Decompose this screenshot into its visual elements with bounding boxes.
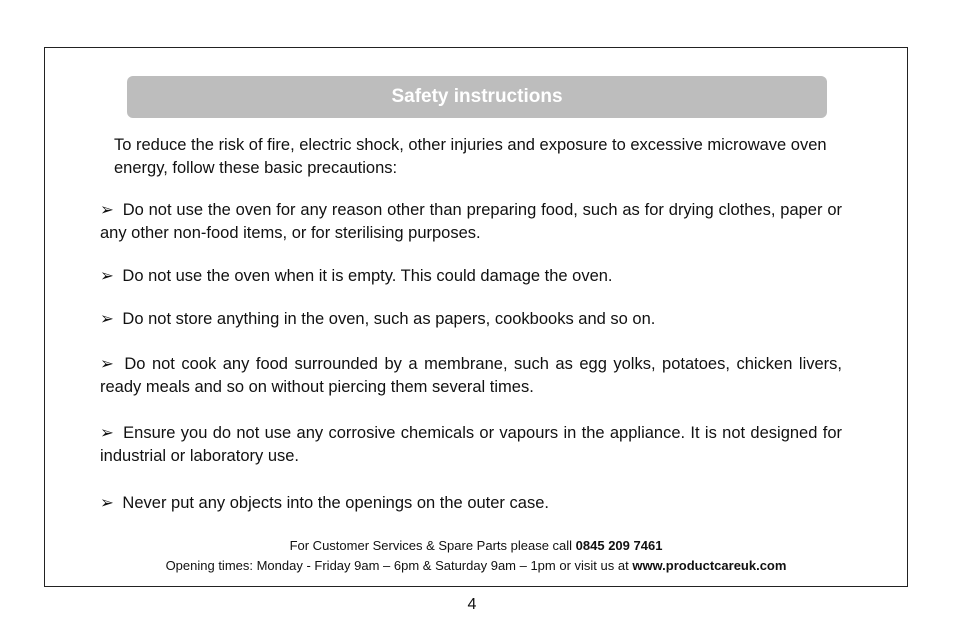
bullet-text: Do not cook any food surrounded by a membrane, such as egg yolks, potatoes, chicken livers, ready meals and so on without piercing them several times. [100, 355, 842, 396]
bullet-item [100, 353, 842, 399]
section-title: Safety instructions [391, 86, 563, 107]
footer-phone: 0845 209 7461 [575, 538, 663, 553]
bullet-text: Do not store anything in the oven, such as papers, cookbooks and so on. [122, 310, 656, 328]
bullet-item [100, 492, 842, 515]
footer-website: www.productcareuk.com [632, 558, 787, 573]
page-number: 4 [467, 596, 477, 613]
bullet-item [100, 422, 842, 468]
footer [44, 536, 908, 576]
bullet-text: Do not use the oven for any reason other than preparing food, such as for drying clothes, paper or any other non-food items, or for sterilising purposes. [100, 201, 842, 242]
arrow-bullet-icon: ➢ [100, 424, 114, 442]
footer-opening-times: Opening times: Monday - Friday 9am – 6pm & Saturday 9am – 1pm or visit us at [165, 558, 633, 573]
bullet-item [100, 308, 842, 331]
intro-paragraph: To reduce the risk of fire, electric shock, other injuries and exposure to excessive microwave oven energy, follow these basic precautions: [114, 136, 827, 177]
arrow-bullet-icon: ➢ [100, 267, 114, 285]
bullet-text: Do not use the oven when it is empty. This could damage the oven. [122, 267, 613, 285]
arrow-bullet-icon: ➢ [100, 310, 114, 328]
arrow-bullet-icon: ➢ [100, 494, 114, 512]
bullet-text: Never put any objects into the openings on the outer case. [122, 494, 549, 512]
footer-line-opening-times [44, 556, 908, 576]
footer-call-text: For Customer Services & Spare Parts please call [289, 538, 576, 553]
bullet-item [100, 265, 842, 288]
bullet-text: Ensure you do not use any corrosive chemicals or vapours in the appliance. It is not designed for industrial or laboratory use. [100, 424, 842, 465]
bullet-item [100, 199, 842, 245]
section-title-bar [127, 76, 827, 118]
arrow-bullet-icon: ➢ [100, 201, 114, 219]
footer-line-customer-services [44, 536, 908, 556]
arrow-bullet-icon: ➢ [100, 355, 114, 373]
